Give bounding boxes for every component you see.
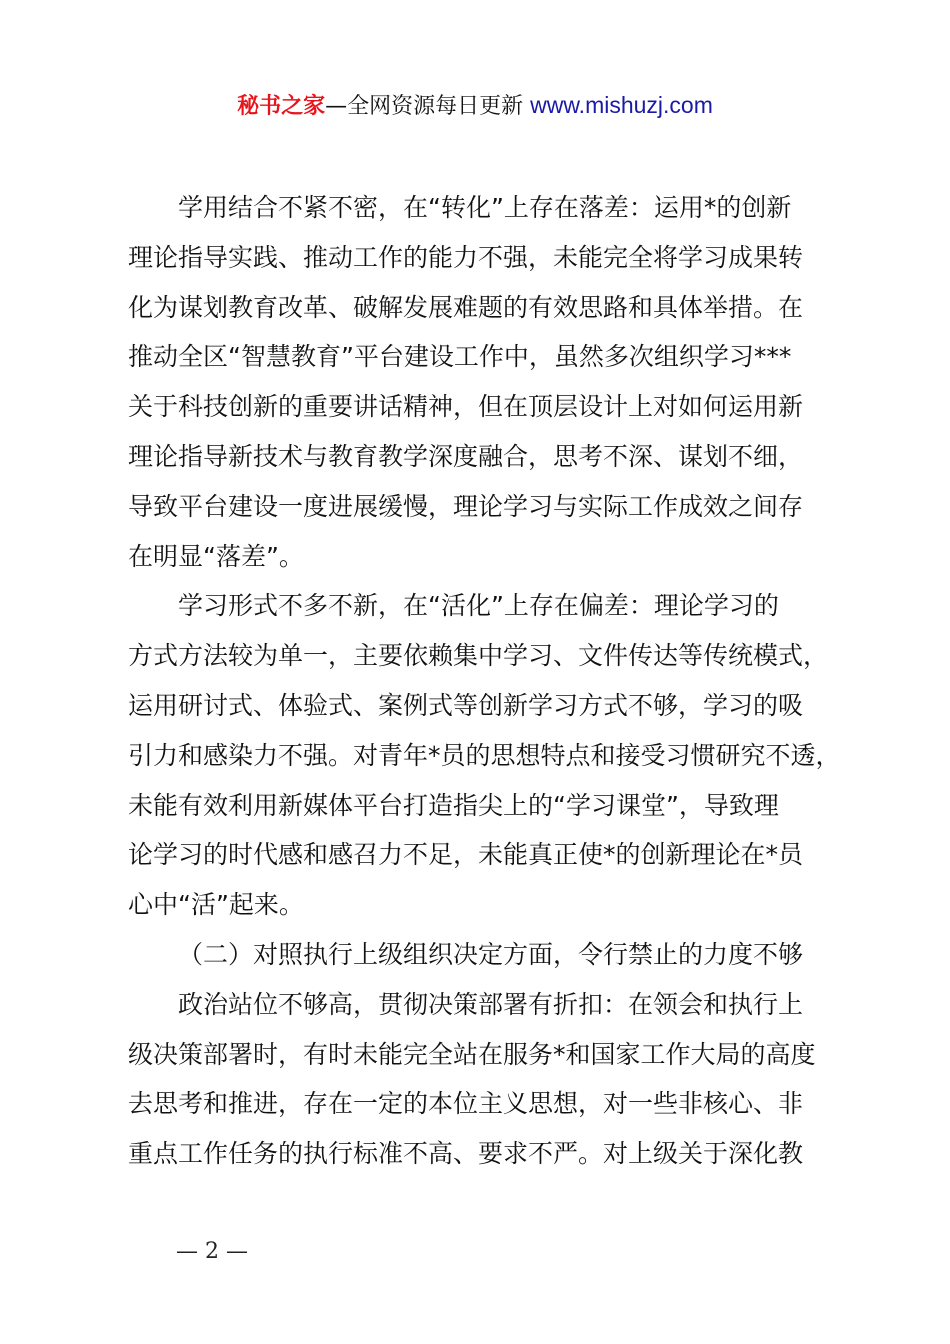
text-line: 未能有效利用新媒体平台打造指尖上的“学习课堂”，导致理 [128, 790, 779, 820]
text-line: 运用研讨式、体验式、案例式等创新学习方式不够，学习的吸 [128, 690, 804, 720]
text-line: 重点工作任务的执行标准不高、要求不严。对上级关于深化教 [128, 1139, 804, 1169]
text-line: 引力和感染力不强。对青年*员的思想特点和接受习惯研究不透， [128, 740, 841, 770]
text-line: 政治站位不够高，贯彻决策部署有折扣：在领会和执行上 [178, 989, 804, 1019]
brand-name: 秘书之家 [237, 94, 326, 119]
text-line: 导致平台建设一度进展缓慢，理论学习与实际工作成效之间存 [128, 491, 804, 521]
paragraph-1 [128, 183, 833, 581]
text-line: 论学习的时代感和感召力不足，未能真正使*的创新理论在*员 [128, 840, 804, 870]
document-body [128, 183, 841, 1179]
text-line: 方式方法较为单一，主要依赖集中学习、文件传达等传统模式， [128, 641, 829, 671]
text-line: 去思考和推进，存在一定的本位主义思想，对一些非核心、非 [128, 1089, 804, 1119]
heading-line: （二）对照执行上级组织决定方面，令行禁止的力度不够 [178, 939, 804, 969]
text-line: 在明显“落差”。 [128, 541, 304, 571]
text-line: 学用结合不紧不密，在“转化”上存在落差：运用*的创新 [178, 193, 792, 222]
site-url-link[interactable]: www.mishuzj.com [530, 92, 713, 118]
page-number: — 2 — [176, 1239, 248, 1264]
text-line: 理论指导实践、推动工作的能力不强，未能完全将学习成果转 [128, 242, 804, 272]
section-heading [128, 930, 833, 980]
text-line: 化为谋划教育改革、破解发展难题的有效思路和具体举措。在 [128, 292, 804, 322]
text-line: 关于科技创新的重要讲话精神，但在顶层设计上对如何运用新 [128, 392, 804, 422]
paragraph-2 [128, 581, 841, 930]
text-line: 级决策部署时，有时未能完全站在服务*和国家工作大局的高度 [128, 1039, 816, 1069]
text-line: 理论指导新技术与教育教学深度融合，思考不深、谋划不细， [128, 441, 804, 471]
header-slogan: —全网资源每日更新 [325, 94, 524, 119]
site-header [0, 88, 950, 124]
text-line: 推动全区“智慧教育”平台建设工作中，虽然多次组织学习*** [128, 342, 792, 372]
text-line: 学习形式不多不新，在“活化”上存在偏差：理论学习的 [178, 591, 779, 621]
paragraph-3 [128, 980, 833, 1179]
text-line: 心中“活”起来。 [128, 890, 304, 920]
